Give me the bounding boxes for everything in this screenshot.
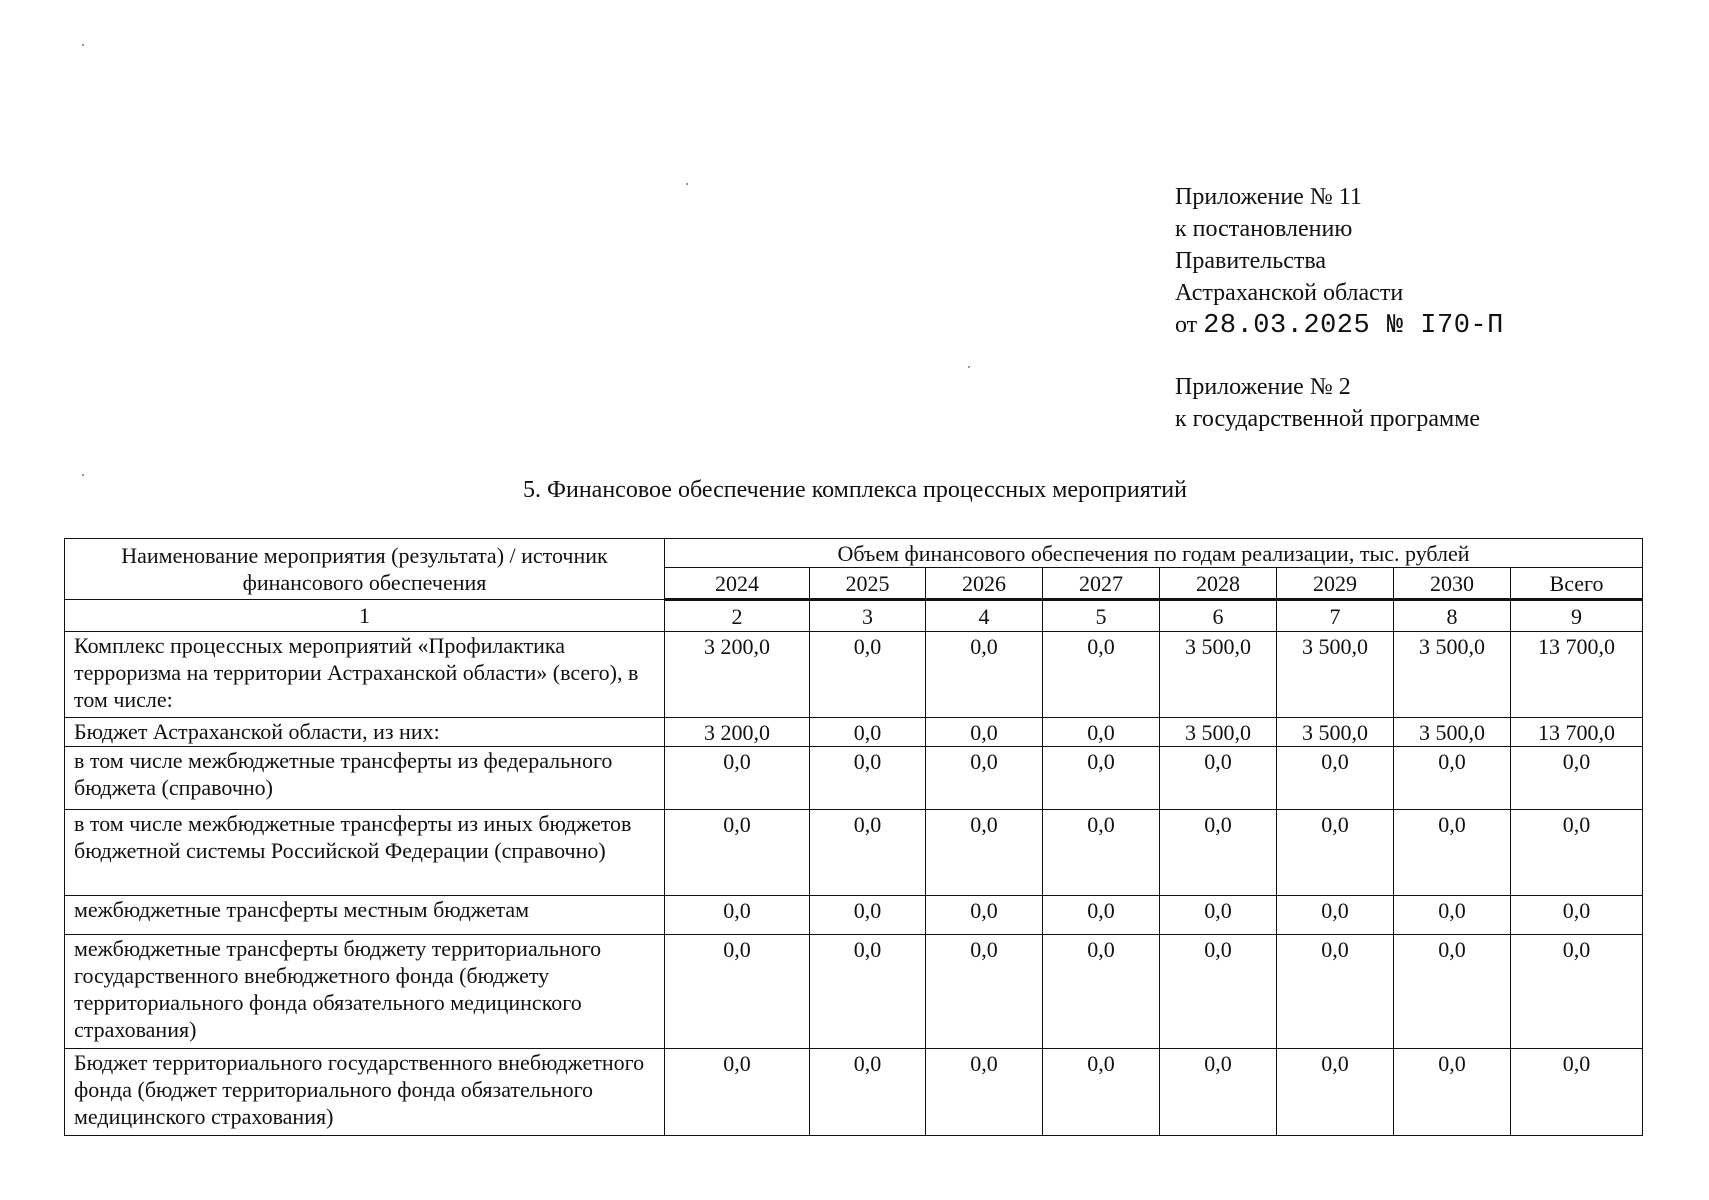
row-total: 0,0 [1511, 747, 1643, 810]
row-value: 0,0 [1160, 747, 1277, 810]
row-total: 0,0 [1511, 935, 1643, 1049]
row-value: 3 500,0 [1277, 632, 1394, 718]
table-row [65, 747, 1643, 810]
row-value: 0,0 [1277, 810, 1394, 896]
year-header: 2028 [1160, 568, 1277, 600]
table-row [65, 810, 1643, 896]
row-total: 0,0 [1511, 896, 1643, 935]
row-value: 0,0 [926, 810, 1043, 896]
name-column-header: Наименование мероприятия (результата) / источник финансового обеспечения [65, 539, 665, 600]
appendix-government: Правительства [1175, 248, 1327, 274]
row-value: 3 500,0 [1394, 632, 1511, 718]
table-row [65, 896, 1643, 935]
row-value: 0,0 [926, 896, 1043, 935]
row-value: 0,0 [1160, 896, 1277, 935]
row-value: 0,0 [1394, 810, 1511, 896]
row-name: в том числе межбюджетные трансферты из федерального бюджета (справочно) [65, 747, 665, 810]
appendix-date-number: 28.03.2025 № I70-П [1203, 311, 1504, 341]
row-value: 0,0 [810, 935, 926, 1049]
row-name: Бюджет Астраханской области, из них: [65, 718, 665, 747]
row-value: 3 500,0 [1394, 718, 1511, 747]
row-value: 0,0 [1277, 935, 1394, 1049]
row-value: 0,0 [926, 632, 1043, 718]
row-value: 0,0 [665, 810, 810, 896]
row-total: 13 700,0 [1511, 632, 1643, 718]
row-value: 0,0 [1394, 935, 1511, 1049]
row-value: 0,0 [810, 810, 926, 896]
column-number: 2 [665, 600, 810, 632]
row-value: 0,0 [1160, 810, 1277, 896]
appendix-date-prefix: от [1175, 312, 1198, 338]
row-value: 3 200,0 [665, 632, 810, 718]
row-value: 0,0 [1043, 1049, 1160, 1136]
program-appendix-number: Приложение № 2 [1175, 374, 1351, 400]
year-header: 2029 [1277, 568, 1394, 600]
row-name: Комплекс процессных мероприятий «Профилактика терроризма на территории Астраханской области» (всего), в том числе: [65, 632, 665, 718]
row-value: 0,0 [665, 747, 810, 810]
year-header: 2025 [810, 568, 926, 600]
column-number: 5 [1043, 600, 1160, 632]
row-total: 0,0 [1511, 1049, 1643, 1136]
scan-speck [686, 183, 688, 185]
row-value: 0,0 [810, 632, 926, 718]
total-header: Всего [1511, 568, 1643, 600]
row-value: 0,0 [1043, 896, 1160, 935]
column-number: 8 [1394, 600, 1511, 632]
row-value: 0,0 [665, 896, 810, 935]
row-value: 0,0 [1394, 896, 1511, 935]
appendix-date-line [1175, 309, 1504, 342]
row-value: 0,0 [810, 747, 926, 810]
row-value: 0,0 [1277, 747, 1394, 810]
column-number: 1 [65, 600, 665, 632]
row-value: 0,0 [1160, 935, 1277, 1049]
row-value: 3 200,0 [665, 718, 810, 747]
row-total: 0,0 [1511, 810, 1643, 896]
row-value: 0,0 [1160, 1049, 1277, 1136]
table-row [65, 632, 1643, 718]
row-name: в том числе межбюджетные трансферты из иных бюджетов бюджетной системы Российской Федерации (справочно) [65, 810, 665, 896]
row-value: 0,0 [926, 1049, 1043, 1136]
row-value: 0,0 [926, 718, 1043, 747]
program-appendix-reference: к государственной программе [1175, 406, 1481, 432]
table-body [65, 632, 1643, 1136]
row-name: Бюджет территориального государственного внебюджетного фонда (бюджет территориального фонда обязательного медицинского страхования) [65, 1049, 665, 1136]
scan-speck [968, 366, 970, 368]
row-value: 0,0 [1277, 896, 1394, 935]
row-value: 0,0 [1394, 1049, 1511, 1136]
year-header: 2027 [1043, 568, 1160, 600]
row-value: 0,0 [810, 718, 926, 747]
column-number: 3 [810, 600, 926, 632]
table-row [65, 718, 1643, 747]
appendix-header [1175, 181, 1504, 435]
scan-speck [82, 44, 84, 46]
table-row [65, 935, 1643, 1049]
row-value: 0,0 [926, 935, 1043, 1049]
financing-table [64, 538, 1643, 1136]
row-value: 0,0 [665, 1049, 810, 1136]
row-value: 0,0 [665, 935, 810, 1049]
row-total: 13 700,0 [1511, 718, 1643, 747]
row-value: 0,0 [1043, 747, 1160, 810]
row-value: 0,0 [1043, 935, 1160, 1049]
table-header [65, 539, 1643, 632]
row-value: 0,0 [810, 896, 926, 935]
row-value: 0,0 [810, 1049, 926, 1136]
column-number: 4 [926, 600, 1043, 632]
column-number: 9 [1511, 600, 1643, 632]
volume-column-header: Объем финансового обеспечения по годам реализации, тыс. рублей [665, 539, 1643, 568]
row-value: 0,0 [1043, 632, 1160, 718]
row-value: 0,0 [926, 747, 1043, 810]
appendix-number: Приложение № 11 [1175, 184, 1362, 210]
appendix-to-resolution: к постановлению [1175, 216, 1353, 242]
row-value: 3 500,0 [1160, 718, 1277, 747]
row-value: 0,0 [1043, 810, 1160, 896]
column-number: 7 [1277, 600, 1394, 632]
row-value: 0,0 [1277, 1049, 1394, 1136]
row-value: 3 500,0 [1277, 718, 1394, 747]
section-title: 5. Финансовое обеспечение комплекса процессных мероприятий [523, 477, 1187, 503]
column-number: 6 [1160, 600, 1277, 632]
row-value: 3 500,0 [1160, 632, 1277, 718]
appendix-region: Астраханской области [1175, 280, 1404, 306]
row-name: межбюджетные трансферты бюджету территориального государственного внебюджетного фонда (бюджету территориального фонда обязательного медицинского страхования) [65, 935, 665, 1049]
row-value: 0,0 [1043, 718, 1160, 747]
year-header: 2030 [1394, 568, 1511, 600]
row-value: 0,0 [1394, 747, 1511, 810]
row-name: межбюджетные трансферты местным бюджетам [65, 896, 665, 935]
year-header: 2026 [926, 568, 1043, 600]
year-header: 2024 [665, 568, 810, 600]
table-row [65, 1049, 1643, 1136]
